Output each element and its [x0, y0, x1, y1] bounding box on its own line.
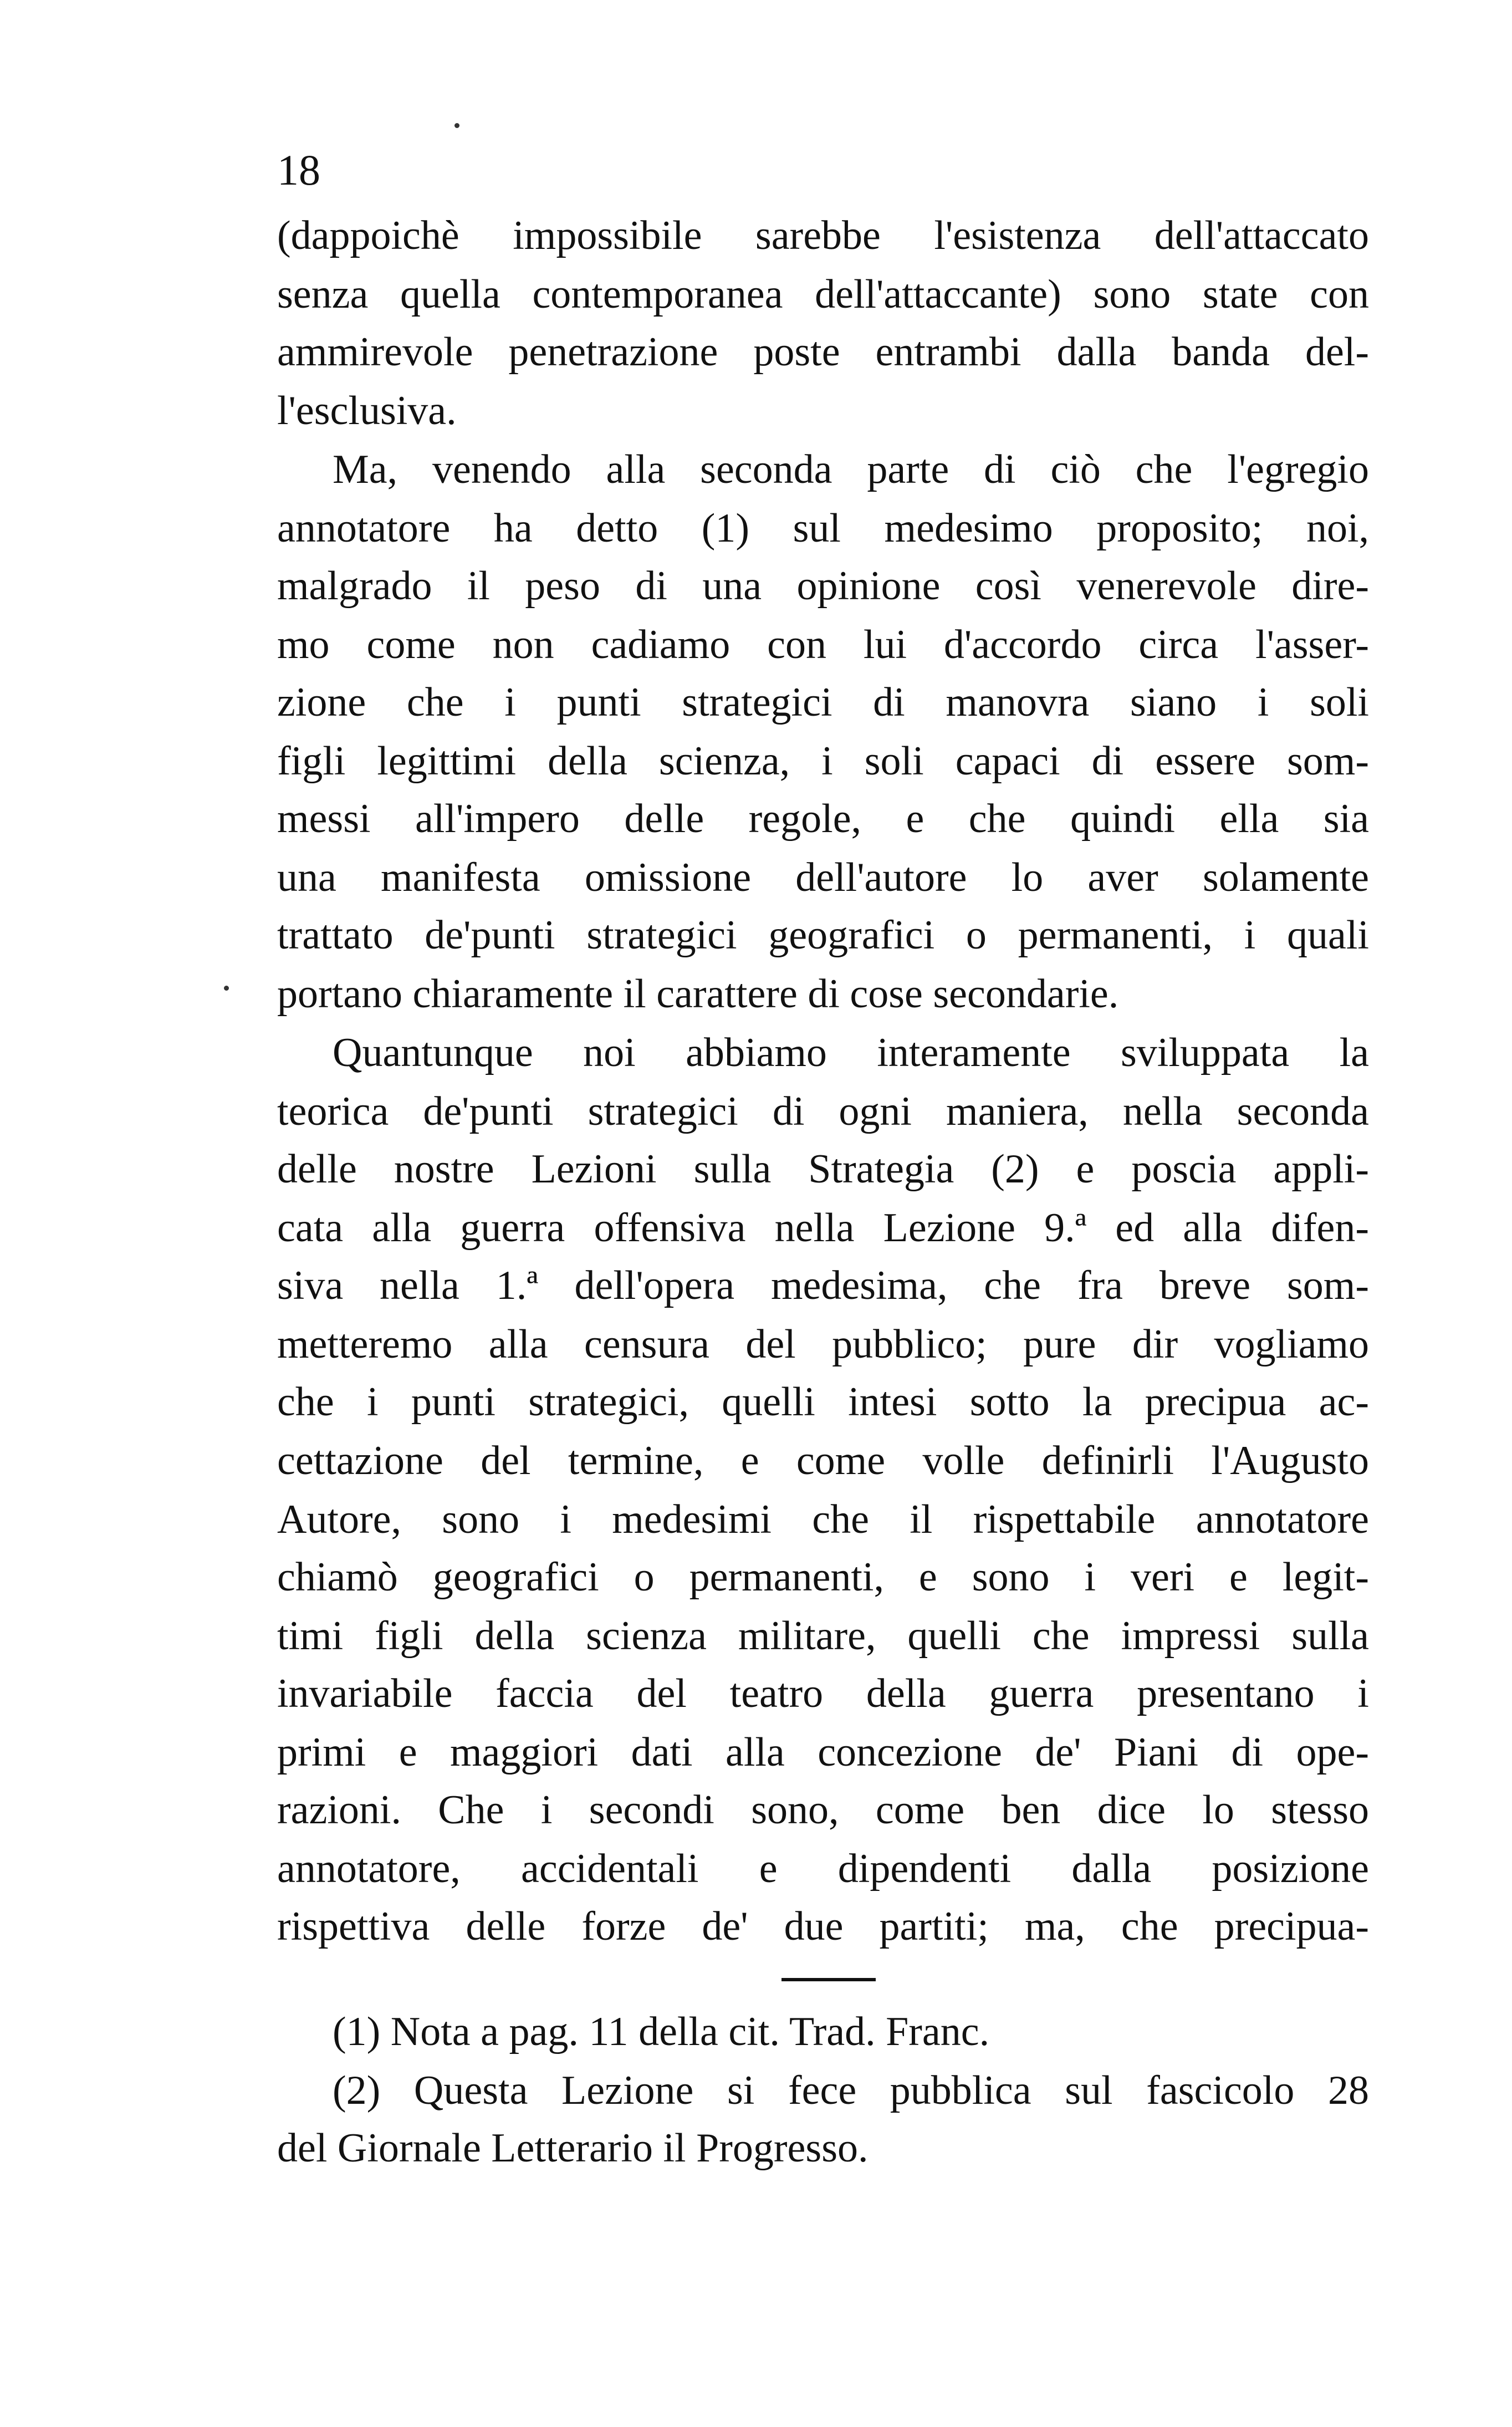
- text-line: zione che i punti strategici di manovra siano i soli: [277, 680, 1369, 725]
- text-line: invariabile faccia del teatro della guerra presentano i: [277, 1671, 1369, 1716]
- text-line: siva nella 1.ª dell'opera medesima, che fra breve som-: [277, 1263, 1369, 1308]
- text-line: senza quella contemporanea dell'attaccante) sono state con: [277, 272, 1369, 317]
- text-line: annotatore, accidentali e dipendenti dalla posizione: [277, 1846, 1369, 1891]
- footnote-separator: [781, 1978, 876, 1981]
- text-line: chiamò geografici o permanenti, e sono i veri e legit-: [277, 1554, 1369, 1600]
- text-line: ammirevole penetrazione poste entrambi dalla banda del-: [277, 329, 1369, 375]
- page-number: 18: [277, 146, 320, 194]
- text-line: cettazione del termine, e come volle definirli l'Augusto: [277, 1438, 1369, 1483]
- text-line: teorica de'punti strategici di ogni maniera, nella seconda: [277, 1089, 1369, 1134]
- text-line: malgrado il peso di una opinione così venerevole dire-: [277, 563, 1369, 609]
- footnote-2: (2) Questa Lezione si fece pubblica sul fascicolo 28: [333, 2068, 1369, 2113]
- text-line: messi all'impero delle regole, e che quindi ella sia: [277, 796, 1369, 842]
- text-line: trattato de'punti strategici geografici o permanenti, i quali: [277, 912, 1369, 958]
- print-speck: [224, 986, 229, 991]
- footnote-2-continuation: del Giornale Letterario il Progresso.: [277, 2125, 869, 2171]
- text-line: portano chiaramente il carattere di cose secondarie.: [277, 971, 1119, 1017]
- text-line: Autore, sono i medesimi che il rispettabile annotatore: [277, 1497, 1369, 1542]
- text-line: che i punti strategici, quelli intesi sotto la precipua ac-: [277, 1379, 1369, 1425]
- text-line: cata alla guerra offensiva nella Lezione 9.ª ed alla difen-: [277, 1205, 1369, 1251]
- text-line: (dappoichè impossibile sarebbe l'esistenza dell'attaccato: [277, 213, 1369, 258]
- text-line: una manifesta omissione dell'autore lo aver solamente: [277, 855, 1369, 900]
- text-line: annotatore ha detto (1) sul medesimo proposito; noi,: [277, 506, 1369, 551]
- text-line: delle nostre Lezioni sulla Strategia (2) e poscia appli-: [277, 1146, 1369, 1192]
- text-line: metteremo alla censura del pubblico; pure dir vogliamo: [277, 1322, 1369, 1367]
- text-line: primi e maggiori dati alla concezione de' Piani di ope-: [277, 1730, 1369, 1775]
- text-line: mo come non cadiamo con lui d'accordo circa l'asser-: [277, 622, 1369, 667]
- print-speck: [454, 123, 459, 128]
- text-line: rispettiva delle forze de' due partiti; ma, che precipua-: [277, 1904, 1369, 1949]
- footnote-1: (1) Nota a pag. 11 della cit. Trad. Franc.: [333, 2009, 990, 2054]
- text-line: razioni. Che i secondi sono, come ben dice lo stesso: [277, 1787, 1369, 1833]
- text-line: l'esclusiva.: [277, 388, 457, 434]
- text-line: figli legittimi della scienza, i soli capaci di essere som-: [277, 738, 1369, 784]
- text-line: Ma, venendo alla seconda parte di ciò che l'egregio: [333, 447, 1369, 492]
- text-line: timi figli della scienza militare, quelli che impressi sulla: [277, 1613, 1369, 1659]
- text-line: Quantunque noi abbiamo interamente sviluppata la: [333, 1030, 1369, 1075]
